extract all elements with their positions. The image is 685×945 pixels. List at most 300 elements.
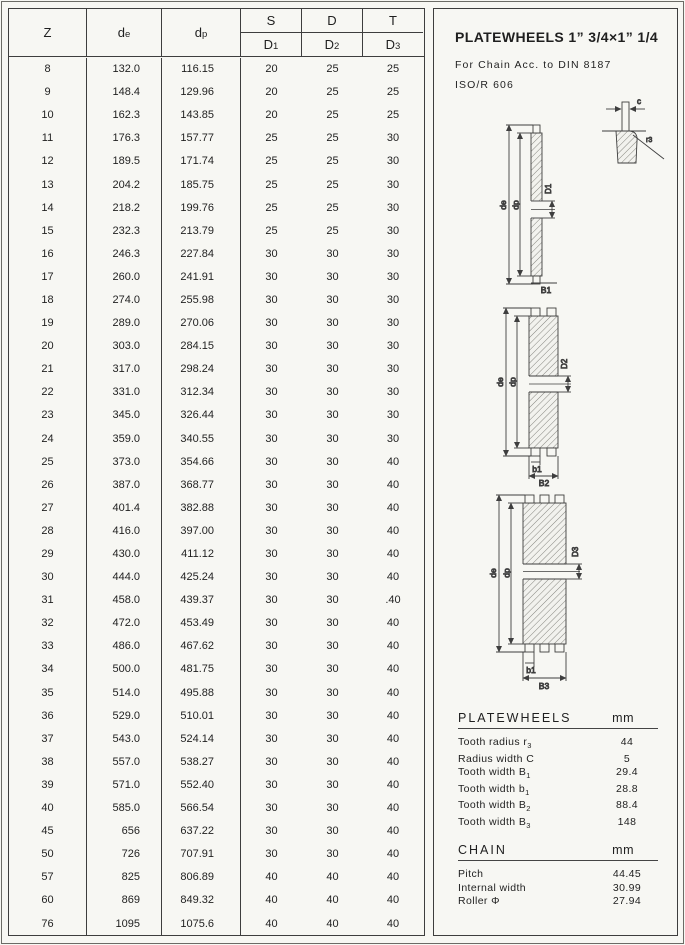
table-cell: 38 xyxy=(9,750,87,773)
table-row xyxy=(9,173,424,196)
table-cell: 25 xyxy=(265,155,278,168)
table-cell: 176.3 xyxy=(87,127,162,150)
table-cell: 204.2 xyxy=(87,173,162,196)
table-cell: 481.75 xyxy=(162,658,241,681)
spec-row xyxy=(458,882,658,896)
table-cell: 157.77 xyxy=(162,127,241,150)
table-cell: 40 xyxy=(386,640,400,653)
table-cell: 40 xyxy=(386,732,400,745)
table-cell: 458.0 xyxy=(87,589,162,612)
table-cell: 33 xyxy=(9,635,87,658)
info-panel xyxy=(433,8,678,936)
table-cell: 1095 xyxy=(87,912,162,935)
table-cell: 25 xyxy=(386,109,400,122)
table-cell: 30 xyxy=(386,340,400,353)
table-cell: 227.84 xyxy=(162,242,241,265)
table-cell: 26 xyxy=(9,473,87,496)
table-cell: 284.15 xyxy=(162,335,241,358)
spec-label: Tooth width $B_2$ xyxy=(458,799,531,814)
duplex-b1-label: b1 xyxy=(532,464,542,474)
chain-unit-label: mm xyxy=(612,843,634,858)
table-row xyxy=(9,589,424,612)
table-cell: 12 xyxy=(9,150,87,173)
table-cell: 538.27 xyxy=(162,750,241,773)
spec-label: Radius width C xyxy=(458,752,535,765)
table-cell: 30 xyxy=(265,848,278,861)
table-cell: 14 xyxy=(9,196,87,219)
table-cell: 241.91 xyxy=(162,265,241,288)
col-header-d3: D 3 xyxy=(385,37,401,52)
table-cell: 40 xyxy=(386,709,400,722)
spec-value: 44.45 xyxy=(612,868,642,881)
table-cell: 30 xyxy=(265,548,278,561)
platewheels-unit-label: mm xyxy=(612,711,634,725)
table-cell: 30 xyxy=(265,571,278,584)
table-cell: 22 xyxy=(9,381,87,404)
spec-row xyxy=(458,783,658,800)
table-cell: 30 xyxy=(326,825,339,838)
table-cell: 30 xyxy=(265,594,278,607)
table-cell: 30 xyxy=(386,409,400,422)
specs-section xyxy=(458,711,658,909)
table-row xyxy=(9,81,424,104)
table-cell: 35 xyxy=(9,681,87,704)
table-cell: 514.0 xyxy=(87,681,162,704)
table-cell: 20 xyxy=(265,86,278,99)
table-cell: 30 xyxy=(386,270,400,283)
table-cell: 37 xyxy=(9,727,87,750)
dimensions-table xyxy=(8,8,425,936)
spec-value: 44 xyxy=(620,736,634,748)
table-cell: 21 xyxy=(9,358,87,381)
table-row xyxy=(9,820,424,843)
spec-row xyxy=(458,868,658,882)
spec-label: Tooth width $B_3$ xyxy=(458,815,531,830)
table-cell: 25 xyxy=(265,224,278,237)
table-cell: 185.75 xyxy=(162,173,241,196)
table-cell: 30 xyxy=(265,825,278,838)
spec-label: Roller Φ xyxy=(458,895,500,908)
table-body xyxy=(9,58,424,936)
table-cell: 30 xyxy=(326,524,339,537)
table-cell: 40 xyxy=(326,871,339,884)
table-cell: 566.54 xyxy=(162,797,241,820)
table-cell: 467.62 xyxy=(162,635,241,658)
table-cell: 416.0 xyxy=(87,519,162,542)
table-cell: 260.0 xyxy=(87,265,162,288)
table-cell: 312.34 xyxy=(162,381,241,404)
table-cell: 30 xyxy=(265,524,278,537)
table-row xyxy=(9,519,424,542)
table-cell: 543.0 xyxy=(87,727,162,750)
table-cell: 30 xyxy=(326,548,339,561)
subtitle-chain-standard: For Chain Acc. to DIN 8187 xyxy=(455,59,612,71)
table-cell: 13 xyxy=(9,173,87,196)
table-cell: 40 xyxy=(386,755,400,768)
table-cell: 40 xyxy=(386,778,400,791)
table-cell: 30 xyxy=(265,802,278,815)
table-cell: 529.0 xyxy=(87,704,162,727)
table-cell: 40 xyxy=(386,802,400,815)
spec-value: 29.4 xyxy=(615,766,639,779)
table-row xyxy=(9,58,424,81)
table-cell: 25 xyxy=(265,132,278,145)
table-cell: 30 xyxy=(265,455,278,468)
table-row xyxy=(9,681,424,704)
table-cell: 30 xyxy=(326,455,339,468)
table-cell: 16 xyxy=(9,242,87,265)
table-cell: 382.88 xyxy=(162,496,241,519)
table-cell: 30 xyxy=(326,432,339,445)
table-cell: 30 xyxy=(386,224,400,237)
table-cell: 246.3 xyxy=(87,242,162,265)
simplex-wheel-drawing xyxy=(498,125,557,295)
duplex-width-label: B2 xyxy=(538,478,550,488)
table-cell: 552.40 xyxy=(162,773,241,796)
spec-value: 28.8 xyxy=(615,782,639,795)
table-cell: 60 xyxy=(9,889,87,912)
table-cell: 444.0 xyxy=(87,566,162,589)
table-cell: 30 xyxy=(386,132,400,145)
table-cell: 30 xyxy=(265,432,278,445)
triplex-width-label: B3 xyxy=(538,681,550,691)
table-row xyxy=(9,242,424,265)
col-header-s: S xyxy=(241,9,302,33)
table-cell: 50 xyxy=(9,843,87,866)
table-cell: 30 xyxy=(326,709,339,722)
table-row xyxy=(9,381,424,404)
spec-label: Tooth width $B_1$ xyxy=(458,766,531,781)
table-cell: 129.96 xyxy=(162,81,241,104)
table-cell: 30 xyxy=(265,617,278,630)
table-cell: 40 xyxy=(386,825,400,838)
detail-r-label: r3 xyxy=(646,137,653,144)
table-cell: 30 xyxy=(326,594,339,607)
triplex-bore-label: D3 xyxy=(571,546,580,557)
table-cell: 213.79 xyxy=(162,219,241,242)
table-row xyxy=(9,889,424,912)
table-cell: 30 xyxy=(386,432,400,445)
table-cell: 30 xyxy=(265,709,278,722)
table-cell: 40 xyxy=(265,894,278,907)
triplex-b1-label: b1 xyxy=(526,665,536,675)
triplex-wheel-drawing xyxy=(488,495,582,691)
table-cell: 30 xyxy=(265,317,278,330)
table-cell: 806.89 xyxy=(162,866,241,889)
table-cell: 116.15 xyxy=(162,58,241,81)
table-cell: 25 xyxy=(9,450,87,473)
table-cell: 30 xyxy=(265,640,278,653)
table-cell: 31 xyxy=(9,589,87,612)
table-row xyxy=(9,127,424,150)
table-cell: 30 xyxy=(386,247,400,260)
triplex-de-label: de xyxy=(488,568,498,578)
table-cell: 30 xyxy=(265,478,278,491)
table-cell: 25 xyxy=(326,201,339,214)
table-row xyxy=(9,288,424,311)
table-cell: 656 xyxy=(87,820,162,843)
table-cell: 34 xyxy=(9,658,87,681)
table-cell: 472.0 xyxy=(87,612,162,635)
table-cell: 401.4 xyxy=(87,496,162,519)
platewheels-heading xyxy=(458,711,658,729)
col-header-z: Z xyxy=(9,9,87,56)
table-cell: 40 xyxy=(386,871,400,884)
table-cell: 30 xyxy=(326,617,339,630)
table-cell: 171.74 xyxy=(162,150,241,173)
table-cell: 15 xyxy=(9,219,87,242)
table-cell: 30 xyxy=(265,732,278,745)
table-cell: 40 xyxy=(386,663,400,676)
table-cell: 40 xyxy=(326,894,339,907)
table-cell: 20 xyxy=(265,63,278,76)
table-cell: 571.0 xyxy=(87,773,162,796)
table-cell: 30 xyxy=(265,663,278,676)
table-cell: 17 xyxy=(9,265,87,288)
duplex-dp-label: dp xyxy=(507,377,518,387)
chain-heading xyxy=(458,843,658,861)
table-cell: 30 xyxy=(386,317,400,330)
table-row xyxy=(9,404,424,427)
table-cell: 36 xyxy=(9,704,87,727)
table-cell: 30 xyxy=(326,732,339,745)
simplex-de-label: de xyxy=(498,200,508,210)
spec-label: Internal width xyxy=(458,881,527,894)
table-cell: 30 xyxy=(265,778,278,791)
col-header-d1: D 1 xyxy=(241,33,302,56)
table-cell: 30 xyxy=(326,640,339,653)
detail-c-label: c xyxy=(637,97,641,106)
table-cell: 10 xyxy=(9,104,87,127)
table-cell: 9 xyxy=(9,81,87,104)
col-header-t: T xyxy=(363,9,423,33)
table-cell: 298.24 xyxy=(162,358,241,381)
table-row xyxy=(9,566,424,589)
table-cell: 30 xyxy=(386,201,400,214)
table-cell: 30 xyxy=(326,501,339,514)
table-cell: 162.3 xyxy=(87,104,162,127)
table-cell: 317.0 xyxy=(87,358,162,381)
chain-block xyxy=(458,843,658,909)
table-cell: 425.24 xyxy=(162,566,241,589)
table-row xyxy=(9,335,424,358)
table-cell: 486.0 xyxy=(87,635,162,658)
table-cell: 345.0 xyxy=(87,404,162,427)
table-cell: 30 xyxy=(326,317,339,330)
table-cell: 30 xyxy=(386,155,400,168)
table-cell: 76 xyxy=(9,912,87,935)
table-cell: 30 xyxy=(265,340,278,353)
table-cell: 274.0 xyxy=(87,288,162,311)
table-cell: 40 xyxy=(386,478,400,491)
table-row xyxy=(9,450,424,473)
table-cell: 57 xyxy=(9,866,87,889)
table-row xyxy=(9,750,424,773)
table-row xyxy=(9,104,424,127)
table-cell: 11 xyxy=(9,127,87,150)
spec-row xyxy=(458,753,658,767)
page-title: PLATEWHEELS 1” 3/4×1” 1/4 xyxy=(455,29,659,45)
table-cell: 849.32 xyxy=(162,889,241,912)
table-cell: 30 xyxy=(265,755,278,768)
table-cell: 132.0 xyxy=(87,58,162,81)
table-cell: 387.0 xyxy=(87,473,162,496)
table-cell: 30 xyxy=(326,293,339,306)
table-row xyxy=(9,219,424,242)
table-row xyxy=(9,704,424,727)
spec-label: Tooth radius $r_3$ xyxy=(458,736,532,751)
duplex-de-label: de xyxy=(495,377,505,387)
table-row xyxy=(9,196,424,219)
table-row xyxy=(9,150,424,173)
table-cell: 524.14 xyxy=(162,727,241,750)
table-cell: 27 xyxy=(9,496,87,519)
table-cell: 303.0 xyxy=(87,335,162,358)
spec-rows-platewheels xyxy=(458,736,658,832)
table-cell: 40 xyxy=(386,686,400,699)
col-header-d: D xyxy=(302,9,363,33)
table-cell: 30 xyxy=(265,293,278,306)
col-header-de: d e xyxy=(87,9,162,56)
table-cell: 143.85 xyxy=(162,104,241,127)
table-cell: 510.01 xyxy=(162,704,241,727)
table-cell: 40 xyxy=(386,455,400,468)
table-header xyxy=(9,9,424,57)
table-cell: 495.88 xyxy=(162,681,241,704)
technical-drawings xyxy=(434,89,678,706)
table-cell: 500.0 xyxy=(87,658,162,681)
simplex-width-label: B1 xyxy=(540,285,552,295)
table-cell: 30 xyxy=(265,386,278,399)
table-cell: 30 xyxy=(326,247,339,260)
table-row xyxy=(9,773,424,796)
table-row xyxy=(9,612,424,635)
table-cell: 8 xyxy=(9,58,87,81)
table-cell: 20 xyxy=(9,335,87,358)
table-row xyxy=(9,473,424,496)
table-cell: 40 xyxy=(386,548,400,561)
table-cell: 19 xyxy=(9,312,87,335)
table-cell: 397.00 xyxy=(162,519,241,542)
table-cell: 255.98 xyxy=(162,288,241,311)
table-cell: 411.12 xyxy=(162,542,241,565)
table-cell: 218.2 xyxy=(87,196,162,219)
table-row xyxy=(9,358,424,381)
table-cell: 25 xyxy=(326,224,339,237)
table-cell: 585.0 xyxy=(87,797,162,820)
table-cell: 32 xyxy=(9,612,87,635)
spec-value: 88.4 xyxy=(615,799,639,812)
table-cell: 39 xyxy=(9,773,87,796)
table-cell: 30 xyxy=(326,848,339,861)
table-cell: .40 xyxy=(385,594,401,607)
spec-value: 5 xyxy=(623,752,631,765)
table-row xyxy=(9,312,424,335)
table-cell: 40 xyxy=(265,871,278,884)
table-row xyxy=(9,542,424,565)
table-cell: 40 xyxy=(326,917,339,930)
spec-row xyxy=(458,799,658,816)
table-cell: 25 xyxy=(326,132,339,145)
table-cell: 30 xyxy=(326,663,339,676)
table-cell: 30 xyxy=(326,386,339,399)
subtitle-iso-standard: ISO/R 606 xyxy=(455,79,514,91)
table-row xyxy=(9,912,424,935)
table-cell: 24 xyxy=(9,427,87,450)
table-cell: 40 xyxy=(386,894,400,907)
table-cell: 25 xyxy=(326,178,339,191)
col-header-dp: d p xyxy=(162,9,241,56)
table-cell: 20 xyxy=(265,109,278,122)
table-cell: 30 xyxy=(326,802,339,815)
table-cell: 18 xyxy=(9,288,87,311)
spec-label: Tooth width $b_1$ xyxy=(458,782,530,797)
table-cell: 30 xyxy=(9,566,87,589)
table-cell: 40 xyxy=(386,917,400,930)
table-cell: 25 xyxy=(265,201,278,214)
chain-heading-label: CHAIN xyxy=(458,843,507,858)
spec-row xyxy=(458,895,658,909)
table-cell: 232.3 xyxy=(87,219,162,242)
spec-value: 148 xyxy=(617,815,637,828)
spec-value: 27.94 xyxy=(612,895,642,908)
platewheels-heading-label: PLATEWHEELS xyxy=(458,711,572,725)
table-cell: 30 xyxy=(386,178,400,191)
table-cell: 430.0 xyxy=(87,542,162,565)
table-cell: 23 xyxy=(9,404,87,427)
table-cell: 453.49 xyxy=(162,612,241,635)
spec-row xyxy=(458,736,658,753)
spec-value: 30.99 xyxy=(612,881,642,894)
col-header-d2: D 2 xyxy=(302,33,363,56)
table-cell: 25 xyxy=(326,86,339,99)
table-cell: 30 xyxy=(265,686,278,699)
table-cell: 40 xyxy=(386,617,400,630)
duplex-wheel-drawing xyxy=(495,308,571,488)
table-row xyxy=(9,843,424,866)
table-cell: 30 xyxy=(326,409,339,422)
table-cell: 326.44 xyxy=(162,404,241,427)
table-row xyxy=(9,797,424,820)
table-cell: 40 xyxy=(386,848,400,861)
spec-row xyxy=(458,816,658,833)
table-row xyxy=(9,427,424,450)
table-cell: 148.4 xyxy=(87,81,162,104)
table-cell: 40 xyxy=(386,501,400,514)
simplex-bore-label: D1 xyxy=(544,183,553,194)
table-cell: 557.0 xyxy=(87,750,162,773)
simplex-dp-label: dp xyxy=(510,200,521,210)
table-cell: 40 xyxy=(386,571,400,584)
table-cell: 30 xyxy=(265,363,278,376)
table-cell: 726 xyxy=(87,843,162,866)
table-cell: 373.0 xyxy=(87,450,162,473)
table-cell: 368.77 xyxy=(162,473,241,496)
table-cell: 270.06 xyxy=(162,312,241,335)
table-cell: 25 xyxy=(326,109,339,122)
table-cell: 289.0 xyxy=(87,312,162,335)
table-row xyxy=(9,265,424,288)
table-cell: 30 xyxy=(265,409,278,422)
table-cell: 29 xyxy=(9,542,87,565)
table-cell: 30 xyxy=(386,363,400,376)
tooth-profile-detail xyxy=(602,97,664,163)
table-row xyxy=(9,635,424,658)
table-cell: 637.22 xyxy=(162,820,241,843)
spec-row xyxy=(458,766,658,783)
table-cell: 30 xyxy=(326,270,339,283)
table-cell: 1075.6 xyxy=(162,912,241,935)
